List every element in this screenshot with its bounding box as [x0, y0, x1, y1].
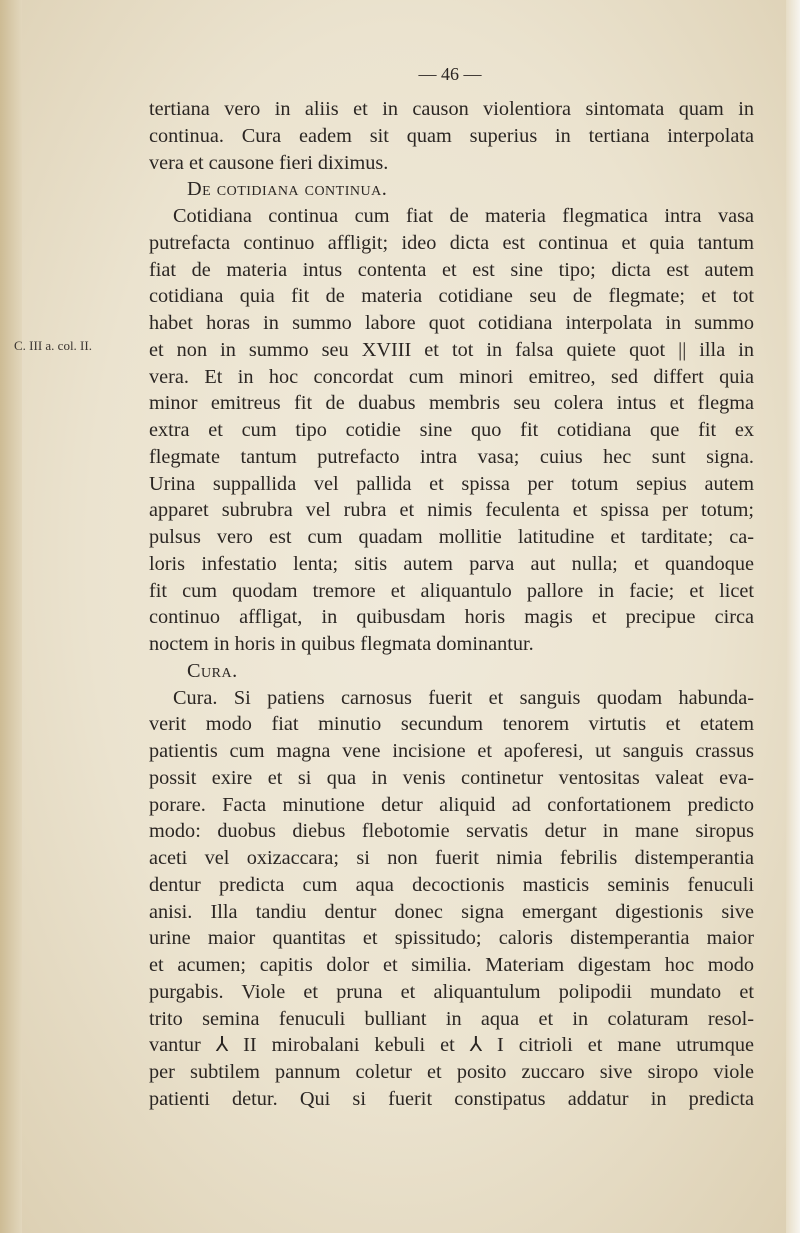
- section-heading: De cotidiana continua.: [187, 178, 388, 201]
- text-line: et acumen; capitis dolor et similia. Materiam digestam hoc modo: [149, 954, 754, 976]
- text-line: trito semina fenuculi bulliant in aqua et in colaturam resol-: [149, 1007, 754, 1030]
- text-line: habet horas in summo labore quot cotidiana interpolata in summo: [149, 312, 754, 334]
- page-number: — 46 —: [418, 64, 482, 84]
- body-text: [149, 96, 754, 1113]
- text-line: noctem in horis in quibus flegmata dominantur.: [149, 633, 534, 655]
- text-line: urine maior quantitas et spissitudo; caloris distemperantia maior: [149, 927, 754, 950]
- text-line: vera et causone fieri diximus.: [149, 151, 389, 174]
- text-line: Urina suppallida vel pallida et spissa per totum sepius autem: [149, 472, 754, 495]
- text-line: fiat de materia intus contenta et est sine tipo; dicta est autem: [149, 258, 754, 281]
- margin-note: C. III a. col. II.: [14, 338, 92, 353]
- text-line: possit exire et si qua in venis continetur ventositas valeat eva-: [149, 766, 754, 789]
- text-line: putrefacta continuo affligit; ideo dicta est continua et quia tantum: [149, 231, 754, 254]
- text-line: apparet subrubra vel rubra et nimis feculenta et spissa per totum;: [149, 499, 754, 522]
- text-line: dentur predicta cum aqua decoctionis masticis seminis fenuculi: [149, 873, 754, 896]
- text-line: Cotidiana continua cum fiat de materia flegmatica intra vasa: [173, 205, 754, 227]
- page-left-edge: [0, 0, 22, 1233]
- text-line: extra et cum tipo cotidie sine quo fit cotidiana que fit ex: [149, 419, 754, 441]
- text-line: patientis cum magna vene incisione et apoferesi, ut sanguis crassus: [149, 740, 754, 762]
- text-line: porare. Facta minutione detur aliquid ad confortationem predicto: [149, 793, 754, 816]
- text-line: purgabis. Viole et pruna et aliquantulum polipodii mundato et: [149, 980, 754, 1003]
- text-line: continua. Cura eadem sit quam superius in tertiana interpolata: [149, 124, 754, 147]
- text-line: modo: duobus diebus flebotomie servatis detur in mane siropus: [149, 820, 754, 843]
- text-line: tertiana vero in aliis et in causon violentiora sintomata quam in: [149, 98, 754, 120]
- text-line: fit cum quodam tremore et aliquantulo pallore in facie; et licet: [149, 579, 754, 602]
- text-line: flegmate tantum putrefacto intra vasa; cuius hec sunt signa.: [149, 445, 754, 468]
- text-line: continuo affligat, in quibusdam horis magis et precipue circa: [149, 606, 754, 629]
- text-line: verit modo fiat minutio secundum tenorem virtutis et etatem: [149, 713, 754, 736]
- text-line: cotidiana quia fit de materia cotidiane seu de flegmate; et tot: [149, 285, 754, 308]
- text-line: anisi. Illa tandiu dentur donec signa emergant digestionis sive: [149, 900, 754, 923]
- text-line: vantur ⅄ II mirobalani kebuli et ⅄ I citrioli et mane utrumque: [149, 1034, 754, 1057]
- text-line: Cura. Si patiens carnosus fuerit et sanguis quodam habunda-: [173, 686, 754, 709]
- page-right-edge: [786, 0, 800, 1233]
- text-line: et non in summo seu XVIII et tot in falsa quiete quot || illa in: [149, 338, 754, 361]
- text-line: per subtilem pannum coletur et posito zuccaro sive siropo viole: [149, 1061, 754, 1083]
- text-line: aceti vel oxizaccara; si non fuerit nimia febrilis distemperantia: [149, 847, 754, 869]
- text-line: loris infestatio lenta; sitis autem parva aut nulla; et quandoque: [149, 552, 754, 575]
- text-line: vera. Et in hoc concordat cum minori emitreo, sed differt quia: [149, 365, 754, 388]
- text-line: patienti detur. Qui si fuerit constipatus addatur in predicta: [149, 1087, 754, 1110]
- text-line: pulsus vero est cum quadam mollitie latitudine et tarditate; ca-: [149, 526, 754, 548]
- text-line: minor emitreus fit de duabus membris seu colera intus et flegma: [149, 392, 754, 415]
- section-heading: Cura.: [187, 659, 238, 682]
